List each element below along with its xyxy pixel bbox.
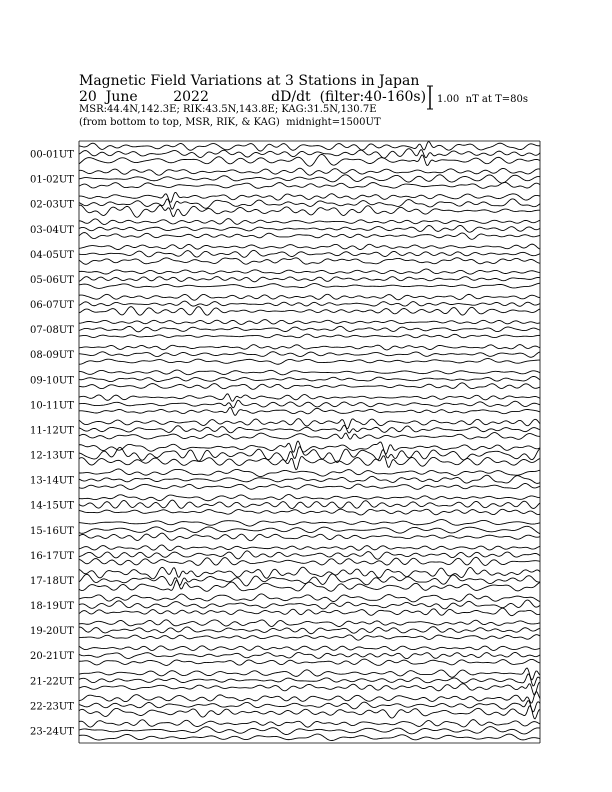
trace-rik-07-08UT <box>79 326 540 331</box>
hour-label: 04-05UT <box>30 249 74 261</box>
trace-kag-08-09UT <box>79 345 540 350</box>
hour-label: 07-08UT <box>30 325 74 337</box>
trace-msr-14-15UT <box>79 509 540 515</box>
trace-kag-04-05UT <box>79 244 540 249</box>
trace-msr-18-19UT <box>79 608 540 615</box>
trace-kag-22-23UT <box>79 692 540 704</box>
hour-label: 21-22UT <box>30 676 74 688</box>
hour-label: 00-01UT <box>30 149 74 161</box>
trace-kag-23-24UT <box>79 720 540 727</box>
trace-rik-01-02UT <box>79 175 540 183</box>
trace-msr-09-10UT <box>79 383 540 390</box>
station-coordinates: MSR:44.4N,142.3E; RIK:43.5N,143.8E; KAG:31.5N,130.7E <box>79 104 377 115</box>
trace-msr-03-04UT <box>79 233 540 240</box>
hour-label: 13-14UT <box>30 475 74 487</box>
trace-rik-02-03UT <box>79 199 540 209</box>
trace-rik-06-07UT <box>79 301 540 306</box>
trace-kag-11-12UT <box>79 419 540 429</box>
chart-title: Magnetic Field Variations at 3 Stations in Japan <box>79 73 420 89</box>
trace-msr-00-01UT <box>79 154 540 166</box>
hour-label: 15-16UT <box>30 525 74 537</box>
hour-label: 11-12UT <box>30 425 74 437</box>
trace-msr-16-17UT <box>79 557 540 565</box>
trace-kag-00-01UT <box>79 142 540 151</box>
trace-kag-07-08UT <box>79 320 540 325</box>
trace-kag-02-03UT <box>79 192 540 202</box>
trace-msr-01-02UT <box>79 182 540 188</box>
trace-msr-08-09UT <box>79 359 540 365</box>
trace-rik-15-16UT <box>79 526 540 533</box>
trace-rik-10-11UT <box>79 400 540 408</box>
hour-label: 05-06UT <box>30 275 74 286</box>
trace-kag-16-17UT <box>79 545 540 551</box>
scale-bar <box>427 86 433 109</box>
date-filter-line: 20 June 2022 dD/dt (filter:40-160s) <box>79 89 427 105</box>
trace-kag-05-06UT <box>79 269 540 274</box>
hour-label: 16-17UT <box>30 550 74 562</box>
trace-msr-17-18UT <box>79 580 540 591</box>
trace-kag-14-15UT <box>79 495 540 501</box>
trace-rik-08-09UT <box>79 352 540 358</box>
hour-label: 03-04UT <box>30 224 74 236</box>
trace-rik-13-14UT <box>79 475 540 483</box>
trace-kag-17-18UT <box>79 567 540 579</box>
hour-label: 18-19UT <box>30 601 74 612</box>
trace-rik-04-05UT <box>79 250 540 257</box>
trace-kag-01-02UT <box>79 168 540 175</box>
hour-label: 22-23UT <box>30 701 74 713</box>
trace-msr-05-06UT <box>79 283 540 288</box>
trace-kag-13-14UT <box>79 469 540 477</box>
trace-msr-11-12UT <box>79 433 540 440</box>
trace-rik-18-19UT <box>79 600 540 609</box>
trace-msr-02-03UT <box>79 205 540 217</box>
trace-kag-10-11UT <box>79 394 540 401</box>
hour-label: 10-11UT <box>30 400 74 412</box>
trace-rik-16-17UT <box>79 551 540 559</box>
hour-label: 17-18UT <box>30 576 74 587</box>
trace-rik-00-01UT <box>79 149 540 158</box>
station-order-note: (from bottom to top, MSR, RIK, & KAG) midnight=1500UT <box>79 117 381 128</box>
hour-label: 09-10UT <box>30 375 74 387</box>
hour-label: 06-07UT <box>30 300 74 311</box>
trace-rik-20-21UT <box>79 652 540 658</box>
hour-label: 23-24UT <box>30 726 74 738</box>
trace-kag-18-19UT <box>79 594 540 602</box>
trace-rik-19-20UT <box>79 627 540 634</box>
trace-rik-09-10UT <box>79 376 540 381</box>
trace-rik-23-24UT <box>79 727 540 735</box>
trace-rik-05-06UT <box>79 277 540 282</box>
trace-msr-19-20UT <box>79 635 540 640</box>
trace-msr-21-22UT <box>79 682 540 695</box>
trace-rik-14-15UT <box>79 500 540 508</box>
hour-label: 02-03UT <box>30 199 74 211</box>
hour-label: 01-02UT <box>30 174 74 186</box>
hour-label: 20-21UT <box>30 651 74 663</box>
trace-kag-19-20UT <box>79 620 540 627</box>
trace-msr-20-21UT <box>79 659 540 665</box>
trace-kag-03-04UT <box>79 219 540 225</box>
trace-msr-10-11UT <box>79 407 540 415</box>
trace-msr-13-14UT <box>79 483 540 489</box>
hour-label: 19-20UT <box>30 626 74 638</box>
trace-kag-15-16UT <box>79 520 540 527</box>
trace-kag-21-22UT <box>79 668 540 680</box>
hour-label: 12-13UT <box>30 450 74 462</box>
trace-rik-03-04UT <box>79 225 540 232</box>
trace-msr-06-07UT <box>79 307 540 316</box>
trace-msr-04-05UT <box>79 258 540 265</box>
trace-msr-07-08UT <box>79 334 540 338</box>
hour-label: 08-09UT <box>30 350 74 362</box>
trace-msr-23-24UT <box>79 734 540 740</box>
trace-msr-12-13UT <box>79 456 540 470</box>
hour-label: 14-15UT <box>30 500 74 512</box>
trace-rik-11-12UT <box>79 425 540 433</box>
scale-bar-label: 1.00 nT at T=80s <box>437 94 528 105</box>
trace-kag-06-07UT <box>79 294 540 300</box>
trace-kag-09-10UT <box>79 370 540 375</box>
trace-msr-15-16UT <box>79 533 540 541</box>
trace-kag-20-21UT <box>79 646 540 651</box>
trace-rik-22-23UT <box>79 701 540 712</box>
